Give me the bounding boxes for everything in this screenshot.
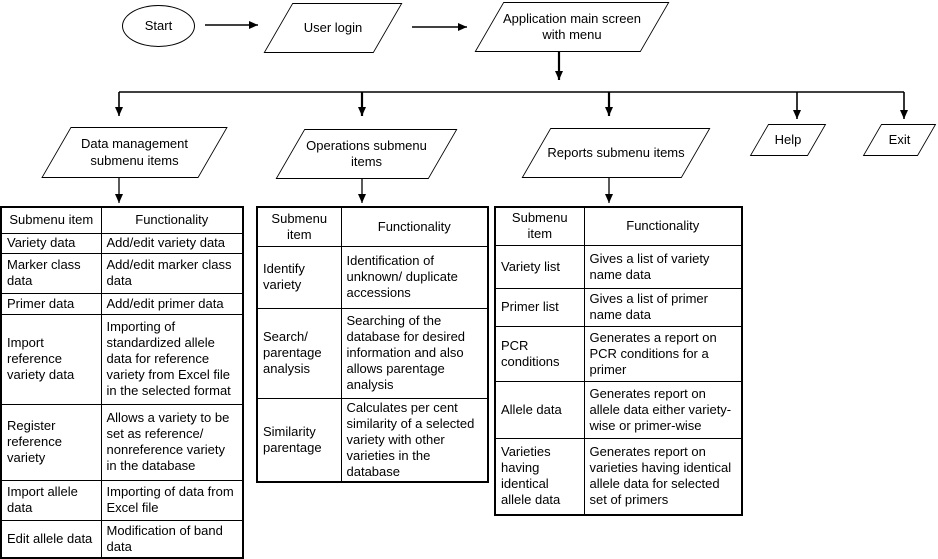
functionality-cell: Importing of standardized allele data for reference variety from Excel file in the selected format — [101, 314, 243, 404]
submenu-item-cell: Primer data — [1, 293, 101, 314]
table-header-cell: Submenu item — [1, 207, 101, 233]
reports-table — [494, 206, 743, 516]
submenu-item-cell: Import allele data — [1, 480, 101, 520]
help-node — [750, 124, 826, 156]
functionality-cell: Generates report on allele data either variety-wise or primer-wise — [584, 381, 742, 438]
submenu-item-cell: Import reference variety data — [1, 314, 101, 404]
submenu-item-cell: Register reference variety — [1, 404, 101, 480]
table-row — [495, 381, 742, 438]
submenu-item-cell: Similarity parentage — [257, 398, 341, 482]
reports-node — [522, 128, 711, 178]
functionality-cell: Allows a variety to be set as reference/ nonreference variety in the database — [101, 404, 243, 480]
submenu-item-cell: Varieties having identical allele data — [495, 438, 584, 515]
data-management-table — [0, 206, 244, 559]
main-screen-label: Application main screen with menu — [502, 10, 642, 42]
submenu-item-cell: Marker class data — [1, 253, 101, 293]
table-header-cell: Functionality — [584, 207, 742, 245]
data-management-node — [41, 127, 227, 178]
operations-label: Operations submenu items — [306, 137, 427, 169]
functionality-cell: Gives a list of primer name data — [584, 288, 742, 326]
user-login-label: User login — [303, 19, 363, 35]
functionality-cell: Add/edit marker class data — [101, 253, 243, 293]
submenu-item-cell: Edit allele data — [1, 520, 101, 558]
table-row — [495, 326, 742, 381]
start-node — [122, 5, 195, 47]
operations-node — [276, 129, 458, 179]
table-row — [1, 520, 243, 558]
table-row — [1, 233, 243, 253]
data-management-label: Data management submenu items — [81, 136, 188, 168]
help-label: Help — [774, 131, 802, 147]
functionality-cell: Searching of the database for desired information and also allows parentage analysis — [341, 308, 488, 398]
table-header-cell: Functionality — [341, 207, 488, 246]
main-screen-node — [475, 2, 670, 52]
functionality-cell: Generates report on varieties having identical allele data for selected set of primers — [584, 438, 742, 515]
table-row — [1, 480, 243, 520]
submenu-item-cell: Variety list — [495, 245, 584, 288]
submenu-item-cell: Search/ parentage analysis — [257, 308, 341, 398]
functionality-cell: Calculates per cent similarity of a selected variety with other varieties in the database — [341, 398, 488, 482]
submenu-item-cell: PCR conditions — [495, 326, 584, 381]
submenu-item-cell: Variety data — [1, 233, 101, 253]
functionality-cell: Add/edit variety data — [101, 233, 243, 253]
functionality-cell: Generates a report on PCR conditions for a primer — [584, 326, 742, 381]
functionality-cell: Importing of data from Excel file — [101, 480, 243, 520]
user-login-node — [264, 3, 403, 53]
exit-node — [863, 124, 936, 156]
table-row — [1, 253, 243, 293]
table-row — [1, 293, 243, 314]
table-header-cell: Functionality — [101, 207, 243, 233]
submenu-item-cell: Identify variety — [257, 246, 341, 308]
table-row — [1, 404, 243, 480]
operations-table — [256, 206, 489, 483]
submenu-item-cell: Primer list — [495, 288, 584, 326]
table-row — [495, 245, 742, 288]
table-row — [257, 308, 488, 398]
functionality-cell: Gives a list of variety name data — [584, 245, 742, 288]
exit-label: Exit — [888, 131, 911, 147]
table-row — [495, 438, 742, 515]
table-row — [257, 398, 488, 482]
functionality-cell: Modification of band data — [101, 520, 243, 558]
start-label: Start — [144, 17, 173, 33]
reports-label: Reports submenu items — [547, 144, 685, 160]
functionality-cell: Identification of unknown/ duplicate accessions — [341, 246, 488, 308]
table-header-cell: Submenu item — [495, 207, 584, 245]
table-row — [257, 246, 488, 308]
submenu-item-cell: Allele data — [495, 381, 584, 438]
table-header-cell: Submenu item — [257, 207, 341, 246]
functionality-cell: Add/edit primer data — [101, 293, 243, 314]
table-row — [1, 314, 243, 404]
table-row — [495, 288, 742, 326]
